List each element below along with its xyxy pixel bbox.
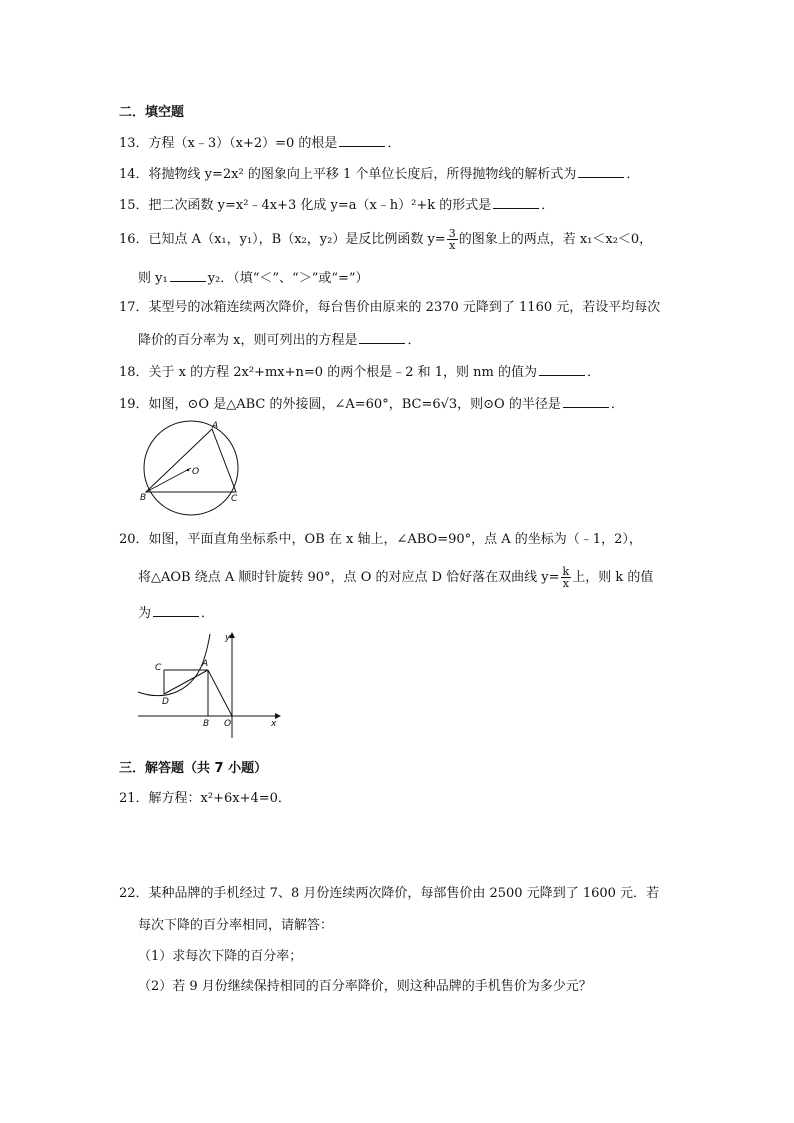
label-o: O [192, 467, 200, 477]
label-y: y [225, 633, 231, 643]
answer-blank [153, 604, 199, 617]
segment-ao [208, 670, 232, 716]
segment-ad [164, 670, 208, 694]
question-16-text-a: 16．已知点 A（x₁，y₁），B（x₂，y₂）是反比例函数 y= [119, 232, 446, 247]
answer-blank [170, 269, 206, 282]
question-17: 17．某型号的冰箱连续两次降价，每台售价由原来的 2370 元降到了 1160 元，若设平均每次 [119, 300, 661, 315]
answer-blank [578, 165, 624, 178]
question-16-text-d: y₂．（填“＜”、“＞”或“=”） [207, 271, 369, 286]
question-end-mark: ． [541, 198, 555, 213]
label-a: A [202, 659, 209, 669]
section-title-fill-blanks: 二．填空题 [119, 105, 185, 120]
label-b: B [203, 719, 210, 729]
question-17-line-2 [138, 331, 420, 350]
radius-ob [146, 468, 191, 492]
triangle-abc [146, 429, 236, 492]
answer-blank [493, 196, 539, 209]
question-end-mark: ． [201, 606, 215, 621]
question-16-line-2 [138, 269, 369, 288]
section-title-solve: 三．解答题（共 7 小题） [119, 761, 268, 776]
question-20-line-3 [138, 604, 214, 623]
answer-blank [539, 363, 585, 376]
question-16-text-b: 的图象上的两点，若 x₁＜x₂＜0， [458, 232, 653, 247]
label-b: B [140, 493, 147, 503]
question-20-text-b: 上，则 k 的值 [572, 570, 654, 585]
question-20: 20．如图，平面直角坐标系中，OB 在 x 轴上，∠ABO=90°，点 A 的坐标为（﹣1，2）， [119, 532, 642, 547]
question-22-line-2: 每次下降的百分率相同，请解答： [138, 918, 334, 933]
question-22: 22．某种品牌的手机经过 7、8 月份连续两次降价，每部售价由 2500 元降到了 1600 元．若 [119, 886, 660, 901]
question-16 [119, 228, 652, 251]
question-17-text: 降价的百分率为 x，则可列出的方程是 [138, 333, 358, 348]
label-o: O [224, 719, 232, 729]
fraction-3-over-x [447, 228, 458, 251]
question-end-mark: ． [407, 333, 421, 348]
answer-blank [339, 134, 385, 147]
question-15 [119, 196, 554, 215]
question-15-text: 15．把二次函数 y=x²﹣4x+3 化成 y=a（x﹣h）²+k 的形式是 [119, 198, 492, 213]
question-18 [119, 363, 600, 382]
question-end-mark: ． [586, 365, 600, 380]
question-19 [119, 395, 624, 414]
question-13-text: 13．方程（x﹣3）（x+2）=0 的根是 [119, 136, 338, 151]
question-22-part-2: （2）若 9 月份继续保持相同的百分率降价，则这种品牌的手机售价为多少元？ [138, 979, 592, 994]
label-x: x [271, 719, 277, 729]
answer-blank [359, 331, 405, 344]
question-14 [119, 165, 639, 184]
fraction-denominator: x [562, 577, 569, 590]
question-16-text-c: 则 y₁ [138, 271, 168, 286]
answer-blank [563, 395, 609, 408]
question-20-line-2 [138, 566, 653, 589]
fraction-numerator: 3 [448, 227, 456, 240]
question-20-text-c: 为 [138, 606, 152, 621]
question-19-text: 19．如图，⊙O 是△ABC 的外接圆，∠A=60°，BC=6√3，则⊙O 的半径是 [119, 397, 561, 412]
question-18-text: 18．关于 x 的方程 2x²+mx+n=0 的两个根是﹣2 和 1，则 nm 的值为 [119, 365, 537, 380]
question-end-mark: ． [387, 136, 401, 151]
label-c: C [231, 494, 238, 504]
figure-20-coordinate-plane [135, 630, 285, 740]
label-a: A [212, 421, 219, 431]
hyperbola-curve [138, 634, 210, 696]
fraction-numerator: k [562, 565, 570, 578]
question-21: 21．解方程：x²+6x+4=0． [119, 791, 291, 806]
question-13 [119, 134, 400, 153]
fraction-denominator: x [449, 239, 456, 252]
question-end-mark: ． [610, 397, 624, 412]
question-20-text-a: 将△AOB 绕点 A 顺时针旋转 90°，点 O 的对应点 D 恰好落在双曲线 y= [138, 570, 560, 585]
question-14-text: 14．将抛物线 y=2x² 的图象向上平移 1 个单位长度后，所得抛物线的解析式为 [119, 167, 577, 182]
label-c: C [155, 663, 162, 673]
figure-19-circumcircle [140, 420, 250, 510]
question-end-mark: ． [626, 167, 640, 182]
label-d: D [162, 697, 169, 707]
fraction-k-over-x [561, 566, 572, 589]
center-point [187, 469, 189, 471]
question-22-part-1: （1）求每次下降的百分率； [138, 949, 303, 964]
